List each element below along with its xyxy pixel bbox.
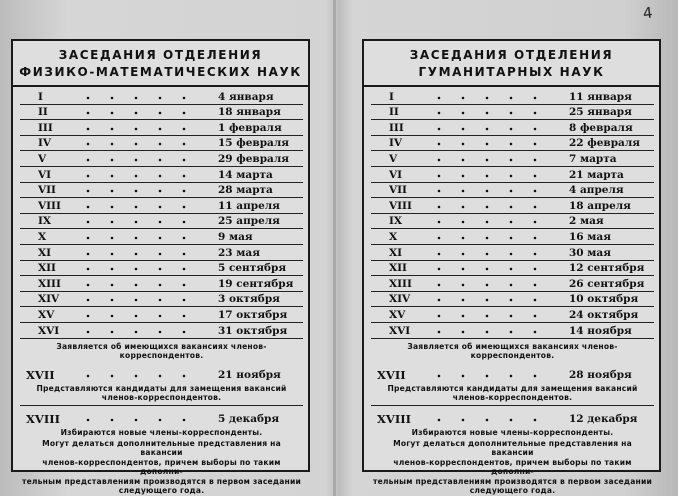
dot-leader [423, 234, 546, 242]
session-number: XII [38, 262, 56, 275]
session-row [20, 151, 303, 167]
session-row [371, 245, 654, 261]
session-date: 23 мая [218, 246, 260, 259]
dot-leader [423, 250, 546, 258]
session-date: 28 марта [218, 184, 273, 197]
session-date: 3 октября [218, 293, 280, 306]
session-number: VI [389, 168, 403, 181]
dot-leader [72, 172, 195, 180]
note-line: следующего года. [118, 486, 205, 496]
note-line: Представляются кандидаты для замещения вакансий [36, 383, 287, 393]
session-date: 2 мая [569, 215, 604, 228]
session-date: 30 мая [569, 246, 611, 259]
session-date: 25 апреля [218, 215, 280, 228]
note-line: Могут делаться дополнительные представления на вакансии [393, 438, 632, 458]
session-number: VII [38, 184, 56, 197]
session-row [20, 198, 303, 214]
dot-leader [72, 265, 195, 273]
session-row [20, 323, 303, 339]
note-line: следующего года. [469, 486, 556, 496]
dot-leader [72, 140, 195, 148]
session-row-xviii [371, 408, 654, 426]
note-additional [371, 439, 654, 496]
session-number: XIV [38, 293, 60, 306]
session-date: 21 ноября [218, 368, 281, 381]
session-date: 7 марта [569, 152, 617, 165]
session-date: 12 декабря [569, 412, 638, 425]
dot-leader [423, 265, 546, 273]
page-fold [333, 0, 336, 496]
session-date: 11 апреля [218, 199, 280, 212]
session-row [20, 276, 303, 292]
dot-leader [423, 140, 546, 148]
note-candidates [371, 384, 654, 403]
session-row [20, 120, 303, 136]
session-row [20, 89, 303, 105]
session-number: VI [38, 168, 52, 181]
schedule-panel-humanities [362, 39, 661, 496]
note-candidates [20, 384, 303, 403]
session-date: 5 декабря [218, 412, 280, 425]
session-row [371, 261, 654, 277]
session-row [371, 167, 654, 183]
session-number: XIII [389, 277, 412, 290]
session-number: XVI [38, 324, 60, 337]
session-date: 19 сентября [218, 277, 294, 290]
session-date: 11 января [569, 90, 632, 103]
session-date: 8 февраля [569, 121, 633, 134]
panel-heading [364, 41, 659, 87]
session-row [371, 292, 654, 308]
session-date: 15 февраля [218, 137, 290, 150]
dot-leader [72, 281, 195, 289]
session-date: 4 апреля [569, 184, 624, 197]
note-line: тельным представлениям производятся в первом заседании [372, 476, 653, 486]
session-date: 26 сентября [569, 277, 645, 290]
session-number: I [389, 90, 394, 103]
session-number: IV [38, 137, 52, 150]
dot-leader [72, 218, 195, 226]
session-date: 21 марта [569, 168, 624, 181]
session-number: XV [38, 308, 55, 321]
session-row [371, 136, 654, 152]
note-line: членов-корреспондентов. [452, 393, 573, 403]
session-number: X [38, 230, 47, 243]
session-number: X [389, 230, 398, 243]
session-row [371, 229, 654, 245]
note-line: корреспондентов. [119, 351, 204, 361]
note-line: членов-корреспондентов, причем выборы по таким дополни- [393, 457, 632, 477]
note-election: Избираются новые члены-корреспонденты. [411, 427, 614, 437]
session-row [371, 105, 654, 121]
dot-leader [423, 125, 546, 133]
session-row [20, 229, 303, 245]
schedule-panel-physics-math [11, 39, 310, 496]
session-row [20, 307, 303, 323]
session-number: V [38, 152, 47, 165]
note-line: Могут делаться дополнительные представления на вакансии [42, 438, 281, 458]
session-number: IX [389, 215, 403, 228]
note-line: членов-корреспондентов, причем выборы по таким дополни- [42, 457, 281, 477]
session-date: 14 ноября [569, 324, 632, 337]
dot-leader [423, 109, 546, 117]
session-number: V [389, 152, 398, 165]
dot-leader [423, 416, 546, 424]
note-vacancies [20, 342, 303, 361]
note-line: Представляются кандидаты для замещения вакансий [387, 383, 638, 393]
session-date: 29 февраля [218, 152, 290, 165]
session-row [20, 214, 303, 230]
session-date: 12 сентября [569, 262, 645, 275]
dot-leader [72, 328, 195, 336]
session-number: XII [389, 262, 407, 275]
session-number: II [389, 106, 399, 119]
note-additional [20, 439, 303, 496]
dot-leader [423, 187, 546, 195]
dot-leader [72, 203, 195, 211]
panel-heading [13, 41, 308, 87]
note-line: Заявляется об имеющихся вакансиях членов- [407, 341, 618, 351]
session-row-xviii [20, 408, 303, 426]
session-date: 10 октября [569, 293, 639, 306]
session-date: 24 октября [569, 308, 639, 321]
session-row [20, 292, 303, 308]
session-number: IX [38, 215, 52, 228]
heading-line-1: ЗАСЕДАНИЯ ОТДЕЛЕНИЯ [409, 48, 614, 62]
session-number: XIII [38, 277, 61, 290]
session-number: XVI [389, 324, 411, 337]
session-number: XVII [26, 367, 55, 382]
dot-leader [423, 296, 546, 304]
session-date: 25 января [569, 106, 632, 119]
session-number: XI [389, 246, 403, 259]
session-date: 22 февраля [569, 137, 641, 150]
session-date: 4 января [218, 90, 274, 103]
session-number: III [38, 121, 53, 134]
session-date: 31 октября [218, 324, 288, 337]
dot-leader [72, 109, 195, 117]
heading-line-2: ГУМАНИТАРНЫХ НАУК [418, 65, 605, 79]
session-number: I [38, 90, 43, 103]
session-row [20, 136, 303, 152]
session-date: 14 марта [218, 168, 273, 181]
dot-leader [423, 372, 546, 380]
session-number: VIII [389, 199, 412, 212]
session-row-xvii [20, 364, 303, 382]
session-row [20, 167, 303, 183]
session-number: XI [38, 246, 52, 259]
dot-leader [423, 281, 546, 289]
session-row [371, 151, 654, 167]
session-row [371, 214, 654, 230]
divider [371, 405, 654, 406]
dot-leader [423, 172, 546, 180]
dot-leader [423, 203, 546, 211]
session-row [371, 198, 654, 214]
session-row [371, 183, 654, 199]
session-row [371, 120, 654, 136]
session-date: 28 ноября [569, 368, 632, 381]
session-row [20, 183, 303, 199]
dot-leader [423, 218, 546, 226]
session-row [371, 89, 654, 105]
session-row [371, 276, 654, 292]
note-line: корреспондентов. [470, 351, 555, 361]
note-election: Избираются новые члены-корреспонденты. [60, 427, 263, 437]
session-date: 18 января [218, 106, 281, 119]
session-row [20, 261, 303, 277]
dot-leader [72, 187, 195, 195]
heading-line-2: ФИЗИКО-МАТЕМАТИЧЕСКИХ НАУК [19, 65, 302, 79]
session-number: XVIII [26, 411, 60, 426]
note-vacancies [371, 342, 654, 361]
session-date: 5 сентября [218, 262, 287, 275]
session-number: II [38, 106, 48, 119]
dot-leader [72, 416, 195, 424]
session-row [371, 307, 654, 323]
note-line: Заявляется об имеющихся вакансиях членов- [56, 341, 267, 351]
session-row-xvii [371, 364, 654, 382]
session-number: IV [389, 137, 403, 150]
dot-leader [72, 250, 195, 258]
note-line: членов-корреспондентов. [101, 393, 222, 403]
session-number: VII [389, 184, 407, 197]
note-line: тельным представлениям производятся в первом заседании [21, 476, 302, 486]
session-date: 16 мая [569, 230, 611, 243]
dot-leader [423, 94, 546, 102]
dot-leader [72, 372, 195, 380]
session-row [20, 245, 303, 261]
session-row [20, 105, 303, 121]
dot-leader [72, 312, 195, 320]
dot-leader [72, 125, 195, 133]
session-date: 9 мая [218, 230, 253, 243]
dot-leader [423, 312, 546, 320]
dot-leader [72, 156, 195, 164]
dot-leader [423, 328, 546, 336]
session-number: III [389, 121, 404, 134]
page-number: 4 [642, 3, 654, 23]
session-date: 18 апреля [569, 199, 631, 212]
dot-leader [72, 296, 195, 304]
session-number: XV [389, 308, 406, 321]
divider [20, 405, 303, 406]
session-row [371, 323, 654, 339]
session-date: 1 февраля [218, 121, 282, 134]
dot-leader [72, 234, 195, 242]
session-number: XIV [389, 293, 411, 306]
session-number: XVII [377, 367, 406, 382]
dot-leader [72, 94, 195, 102]
heading-line-1: ЗАСЕДАНИЯ ОТДЕЛЕНИЯ [58, 48, 263, 62]
session-number: XVIII [377, 411, 411, 426]
dot-leader [423, 156, 546, 164]
session-date: 17 октября [218, 308, 288, 321]
session-number: VIII [38, 199, 61, 212]
